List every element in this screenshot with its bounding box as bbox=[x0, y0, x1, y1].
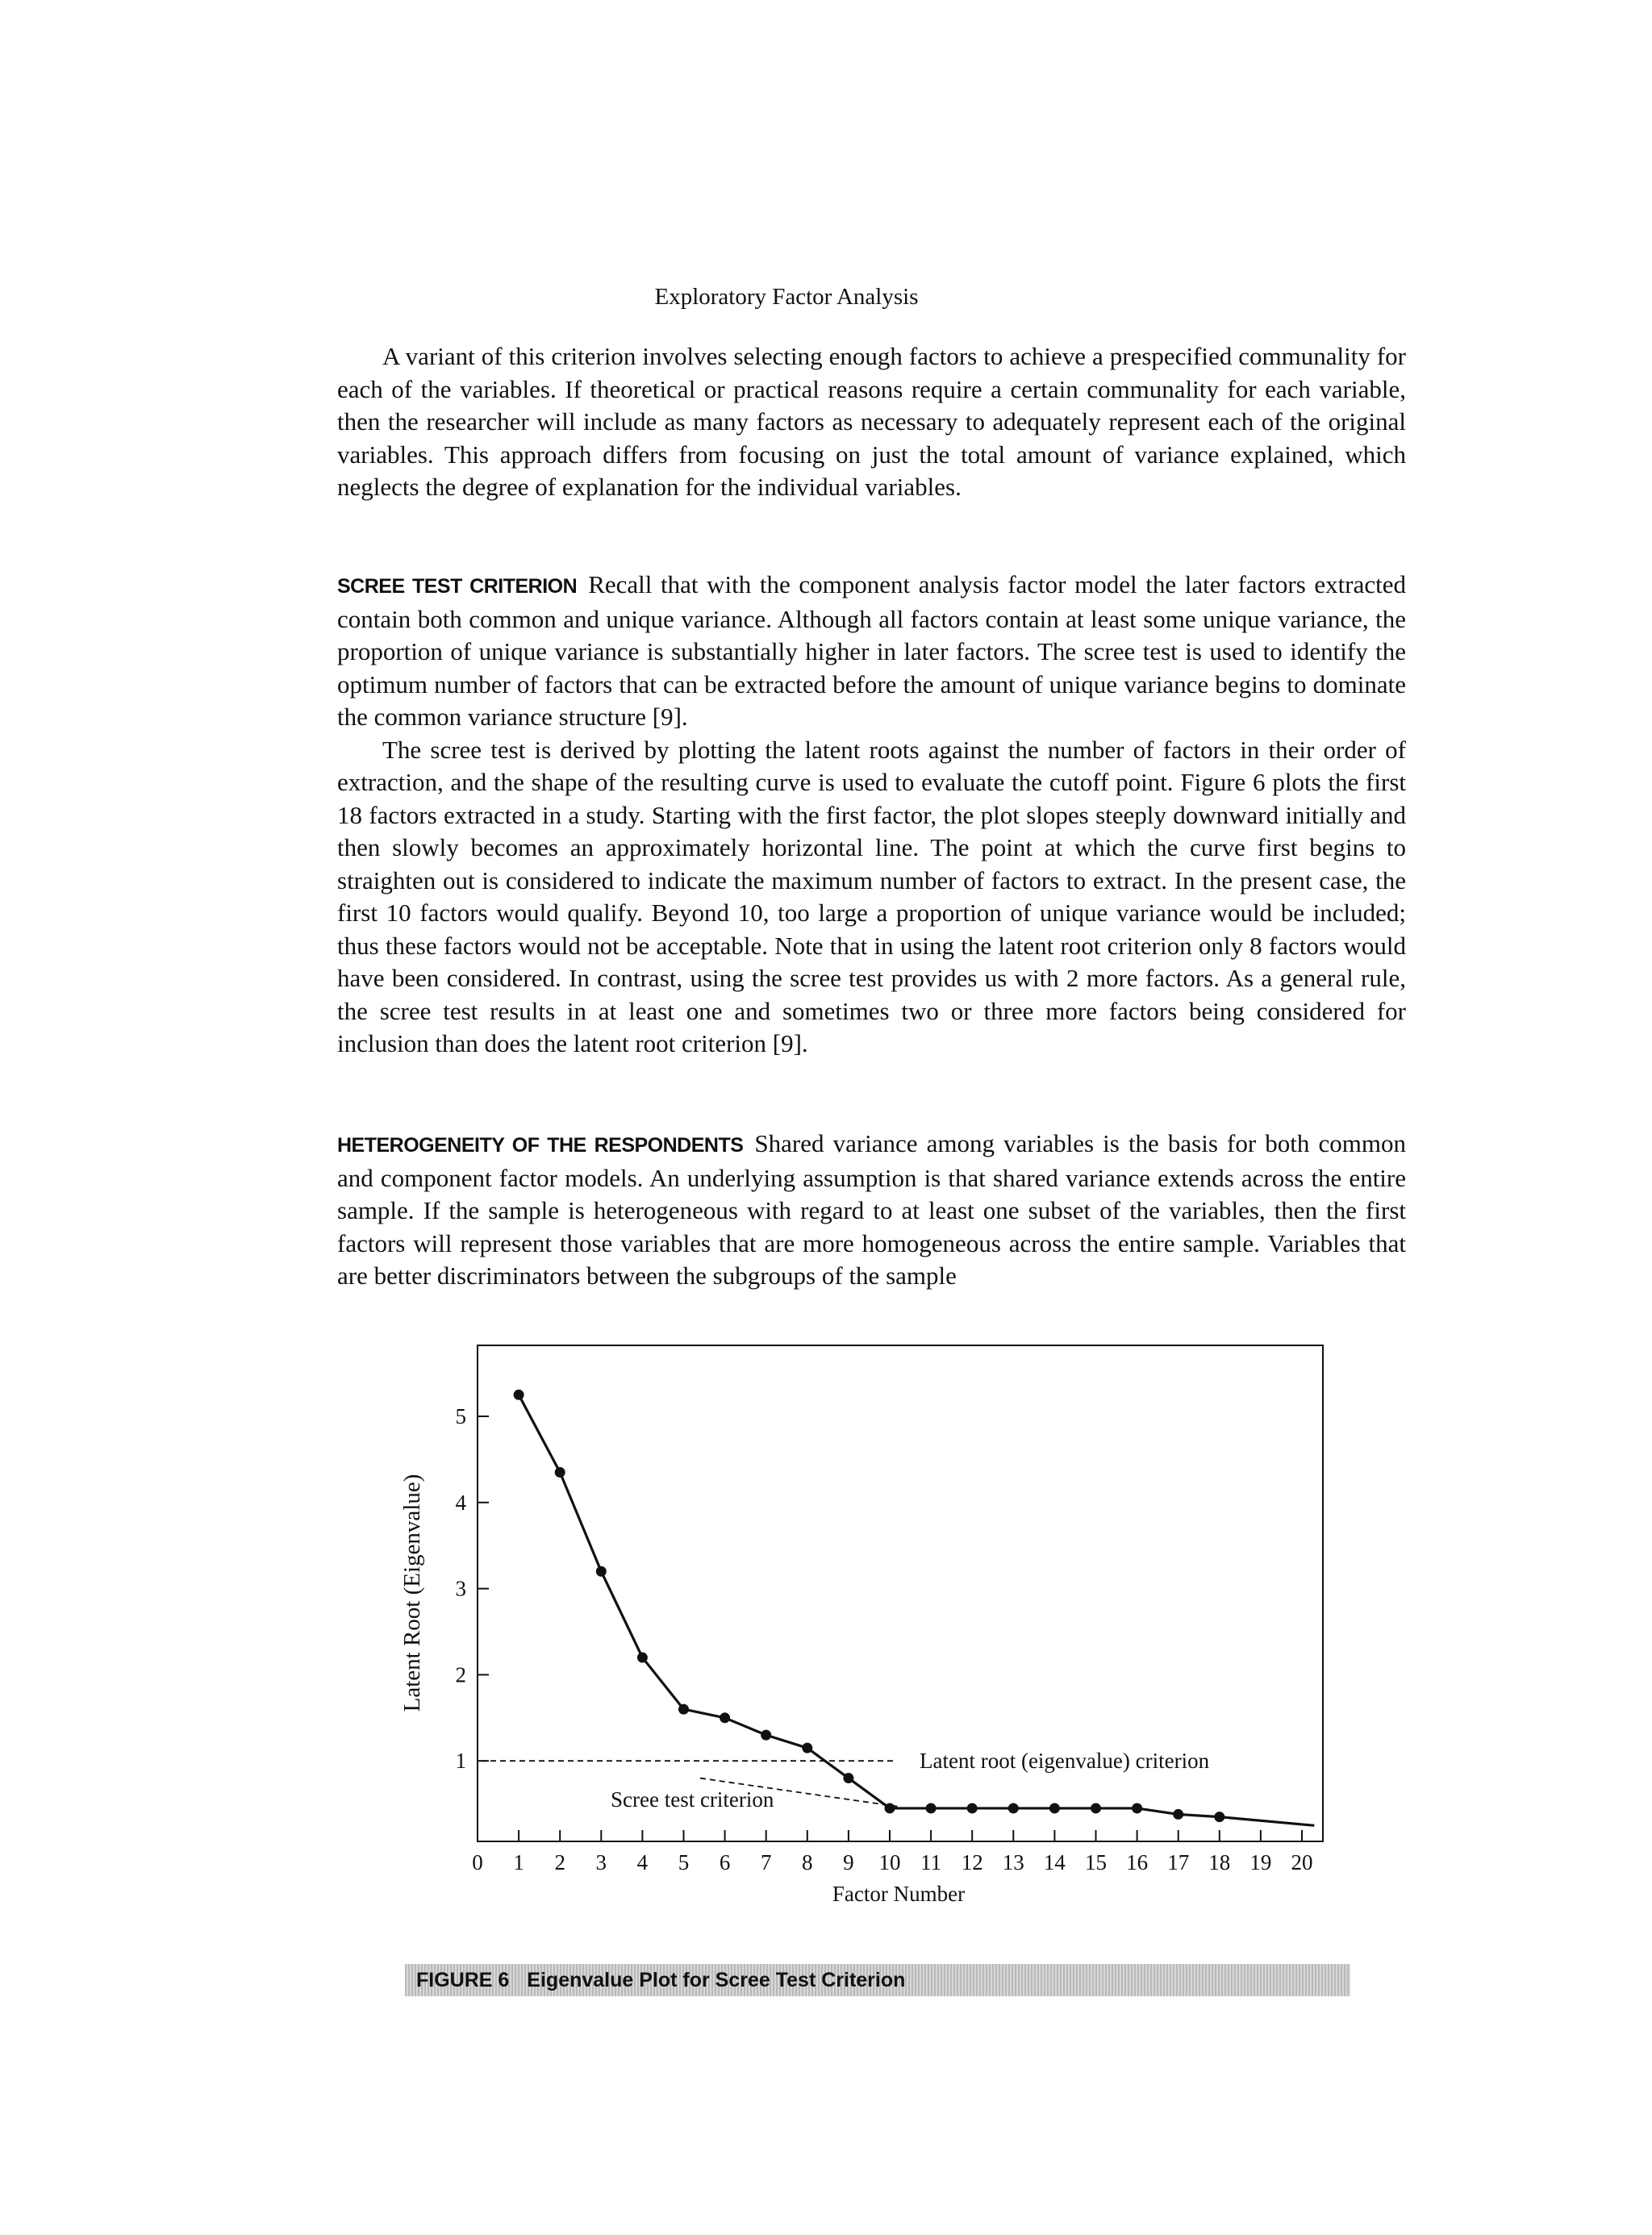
x-tick-label: 5 bbox=[678, 1850, 690, 1874]
data-point bbox=[720, 1712, 730, 1723]
data-point bbox=[926, 1803, 937, 1813]
latent-root-criterion-label: Latent root (eigenvalue) criterion bbox=[920, 1749, 1210, 1774]
data-point bbox=[1132, 1803, 1142, 1813]
paragraph: The scree test is derived by plotting the latent roots against the number of factors in their order of extraction, and the shape of the resulting curve is used to evaluate the cutoff point. Figure 6 plots the first 18 factors extracted in a study. Starting with the first factor, the plot slopes steeply downward initially and then slowly becomes an approximately horizontal line. The point at which the curve first begins to straighten out is considered to indicate the maximum number of factors to extract. In the present case, the first 10 factors would qualify. Beyond 10, too large a proportion of unique variance would be included; thus these factors would not be acceptable. Note that in using the latent root criterion only 8 factors would have been considered. In contrast, using the scree test provides us with 2 more factors. As a general rule, the scree test results in at least one and sometimes two or three more factors being considered for inclusion than does the latent root criterion [9]. bbox=[337, 735, 1406, 1057]
x-tick-label: 3 bbox=[595, 1850, 607, 1874]
x-tick-label: 0 bbox=[472, 1850, 483, 1874]
data-point bbox=[843, 1773, 853, 1783]
figure-title: Eigenvalue Plot for Scree Test Criterion bbox=[527, 1969, 906, 1991]
x-tick-label: 6 bbox=[719, 1850, 731, 1874]
data-point bbox=[1008, 1803, 1019, 1813]
y-tick-label: 3 bbox=[455, 1576, 466, 1601]
paragraph-text: Shared variance among variables is the basis for both common and component factor models. An underlying assumption is that shared variance extends across the entire sample. If the sample is heterogeneous with regard to at least one subset of the variables, then the first factors will represent those variables that are more homogeneous across the entire sample. Variables that are better discriminators between the subgroups of the sample bbox=[337, 1129, 1406, 1290]
x-tick-label: 20 bbox=[1291, 1850, 1313, 1874]
x-tick-label: 18 bbox=[1208, 1850, 1231, 1874]
section-heading: HETEROGENEITY OF THE RESPONDENTS bbox=[337, 1134, 744, 1157]
x-tick-label: 17 bbox=[1167, 1850, 1190, 1874]
x-axis-title: Factor Number bbox=[832, 1882, 966, 1906]
data-point bbox=[967, 1803, 978, 1813]
x-tick-label: 10 bbox=[878, 1850, 901, 1874]
y-tick-label: 2 bbox=[455, 1662, 466, 1687]
section-heading: SCREE TEST CRITERION bbox=[337, 575, 578, 598]
data-point bbox=[802, 1743, 812, 1753]
x-tick-label: 12 bbox=[961, 1850, 983, 1874]
figure-caption bbox=[405, 1964, 1350, 1996]
data-point bbox=[678, 1704, 689, 1715]
data-point bbox=[1173, 1809, 1183, 1820]
x-tick-label: 8 bbox=[802, 1850, 813, 1874]
y-axis-title: Latent Root (Eigenvalue) bbox=[399, 1474, 425, 1712]
x-tick-label: 2 bbox=[554, 1850, 565, 1874]
y-tick-label: 5 bbox=[455, 1404, 466, 1428]
x-tick-label: 16 bbox=[1126, 1850, 1149, 1874]
data-point bbox=[1049, 1803, 1060, 1813]
y-tick-label: 4 bbox=[455, 1490, 466, 1515]
data-point bbox=[596, 1566, 607, 1577]
running-head: Exploratory Factor Analysis bbox=[654, 284, 919, 310]
data-point bbox=[555, 1467, 565, 1478]
data-point bbox=[637, 1653, 648, 1663]
eigenvalue-series-tail bbox=[1220, 1817, 1315, 1826]
y-tick-label: 1 bbox=[455, 1749, 466, 1774]
data-point bbox=[514, 1390, 524, 1400]
data-point bbox=[1091, 1803, 1101, 1813]
x-tick-label: 4 bbox=[636, 1850, 649, 1874]
x-tick-label: 7 bbox=[760, 1850, 772, 1874]
x-tick-label: 19 bbox=[1249, 1850, 1272, 1874]
figure-label: FIGURE 6 bbox=[416, 1969, 510, 1991]
paragraph: A variant of this criterion involves selecting enough factors to achieve a prespecified communality for each of the variables. If theoretical or practical reasons require a certain communality for each variable, then the researcher will include as many factors as necessary to adequately represent each of the original variables. This approach differs from focusing on just the total amount of variance explained, which neglects the degree of explanation for the individual variables. bbox=[337, 342, 1406, 501]
paragraph-text: Recall that with the component analysis factor model the later factors extracted contain both common and unique variance. Although all factors contain at least some unique variance, the proportion of unique variance is substantially higher in later factors. The scree test is used to identify the optimum number of factors that can be extracted before the amount of unique variance begins to dominate the common variance structure [9]. bbox=[337, 570, 1406, 731]
x-tick-label: 14 bbox=[1043, 1850, 1066, 1874]
x-tick-label: 13 bbox=[1002, 1850, 1024, 1874]
x-tick-label: 15 bbox=[1085, 1850, 1107, 1874]
data-point bbox=[761, 1730, 771, 1741]
x-tick-label: 9 bbox=[843, 1850, 854, 1874]
x-tick-label: 1 bbox=[513, 1850, 524, 1874]
data-point bbox=[1214, 1812, 1224, 1822]
data-point bbox=[885, 1803, 895, 1813]
scree-test-criterion-label: Scree test criterion bbox=[611, 1787, 774, 1812]
x-tick-label: 11 bbox=[920, 1850, 942, 1874]
